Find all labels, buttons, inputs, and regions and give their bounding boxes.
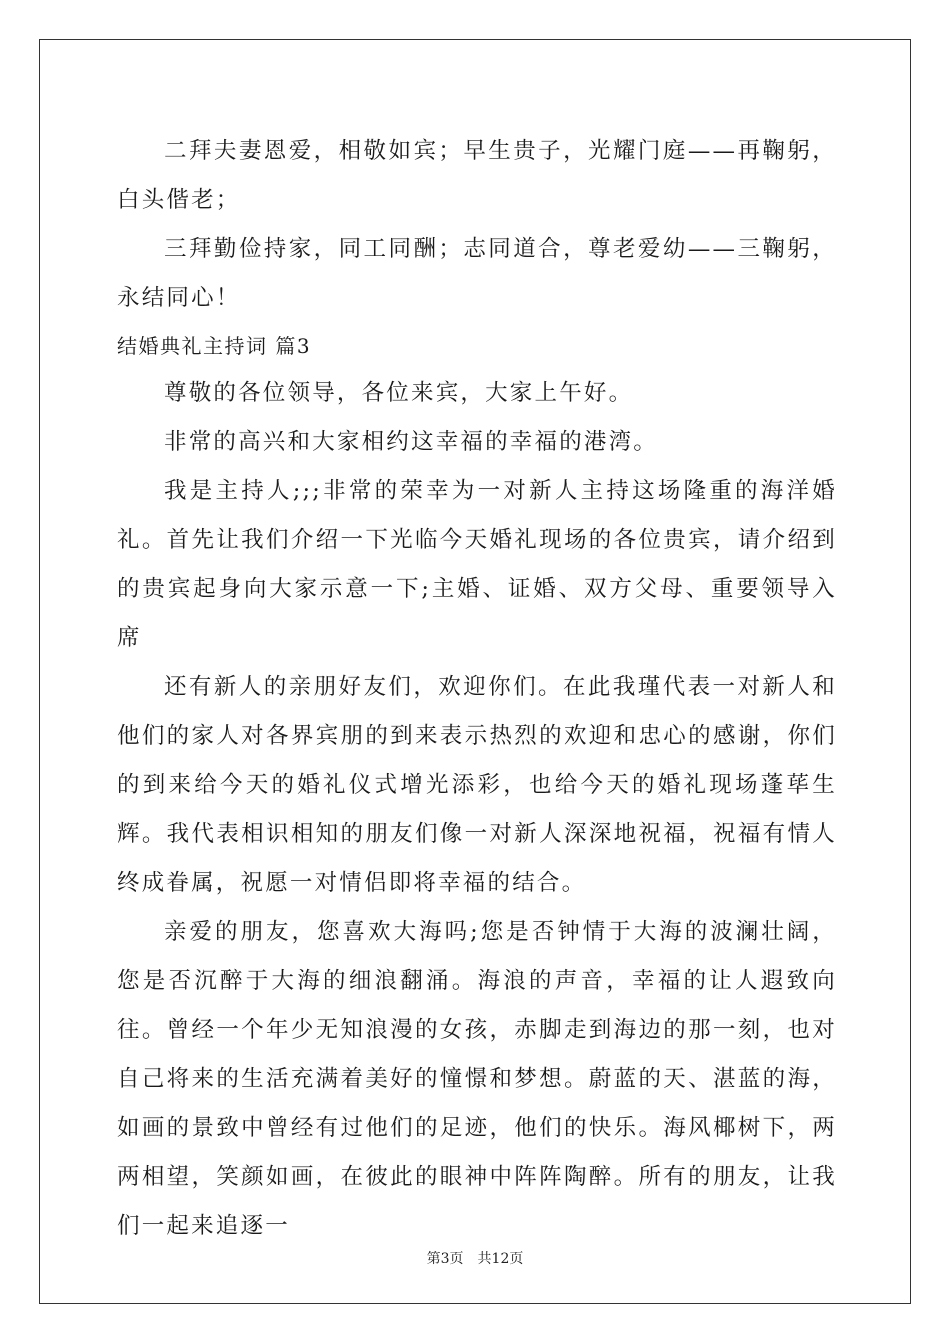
paragraph: 三拜勤俭持家，同工同酬；志同道合，尊老爱幼——三鞠躬，永结同心！ <box>117 236 837 311</box>
paragraph: 尊敬的各位领导，各位来宾，大家上午好。 <box>164 380 634 406</box>
page-number: 第3页 <box>426 1251 464 1267</box>
paragraph: 还有新人的亲朋好友们，欢迎你们。在此我瑾代表一对新人和他们的家人对各界宾朋的到来表示热烈的欢迎和忠心的感谢，你们的到来给今天的婚礼仪式增光添彩，也给今天的婚礼现场蓬荜生辉。我代表相识相知的朋友们像一对新人深深地祝福，祝福有情人终成眷属，祝愿一对情侣即将幸福的结合。 <box>117 674 837 896</box>
section-title: 结婚典礼主持词 篇3 <box>117 334 312 358</box>
page-total: 共12页 <box>477 1251 524 1267</box>
paragraph: 非常的高兴和大家相约这幸福的幸福的港湾。 <box>164 429 659 455</box>
paragraph: 亲爱的朋友，您喜欢大海吗;您是否钟情于大海的波澜壮阔，您是否沉醉于大海的细浪翻涌。海浪的声音，幸福的让人遐致向往。曾经一个年少无知浪漫的女孩，赤脚走到海边的那一刻，也对自己将来的生活充满着美好的憧憬和梦想。蔚蓝的天、湛蓝的海，如画的景致中曾经有过他们的足迹，他们的快乐。海风椰树下，两两相望，笑颜如画，在彼此的眼神中阵阵陶醉。所有的朋友，让我们一起来追逐一 <box>117 919 837 1239</box>
paragraph: 二拜夫妻恩爱，相敬如宾；早生贵子，光耀门庭——再鞠躬，白头偕老； <box>117 138 837 213</box>
paragraph: 我是主持人;;;非常的荣幸为一对新人主持这场隆重的海洋婚礼。首先让我们介绍一下光临今天婚礼现场的各位贵宾，请介绍到的贵宾起身向大家示意一下;主婚、证婚、双方父母、重要领导入席 <box>117 478 837 651</box>
page-footer <box>0 1248 950 1268</box>
document-body <box>117 127 837 1251</box>
